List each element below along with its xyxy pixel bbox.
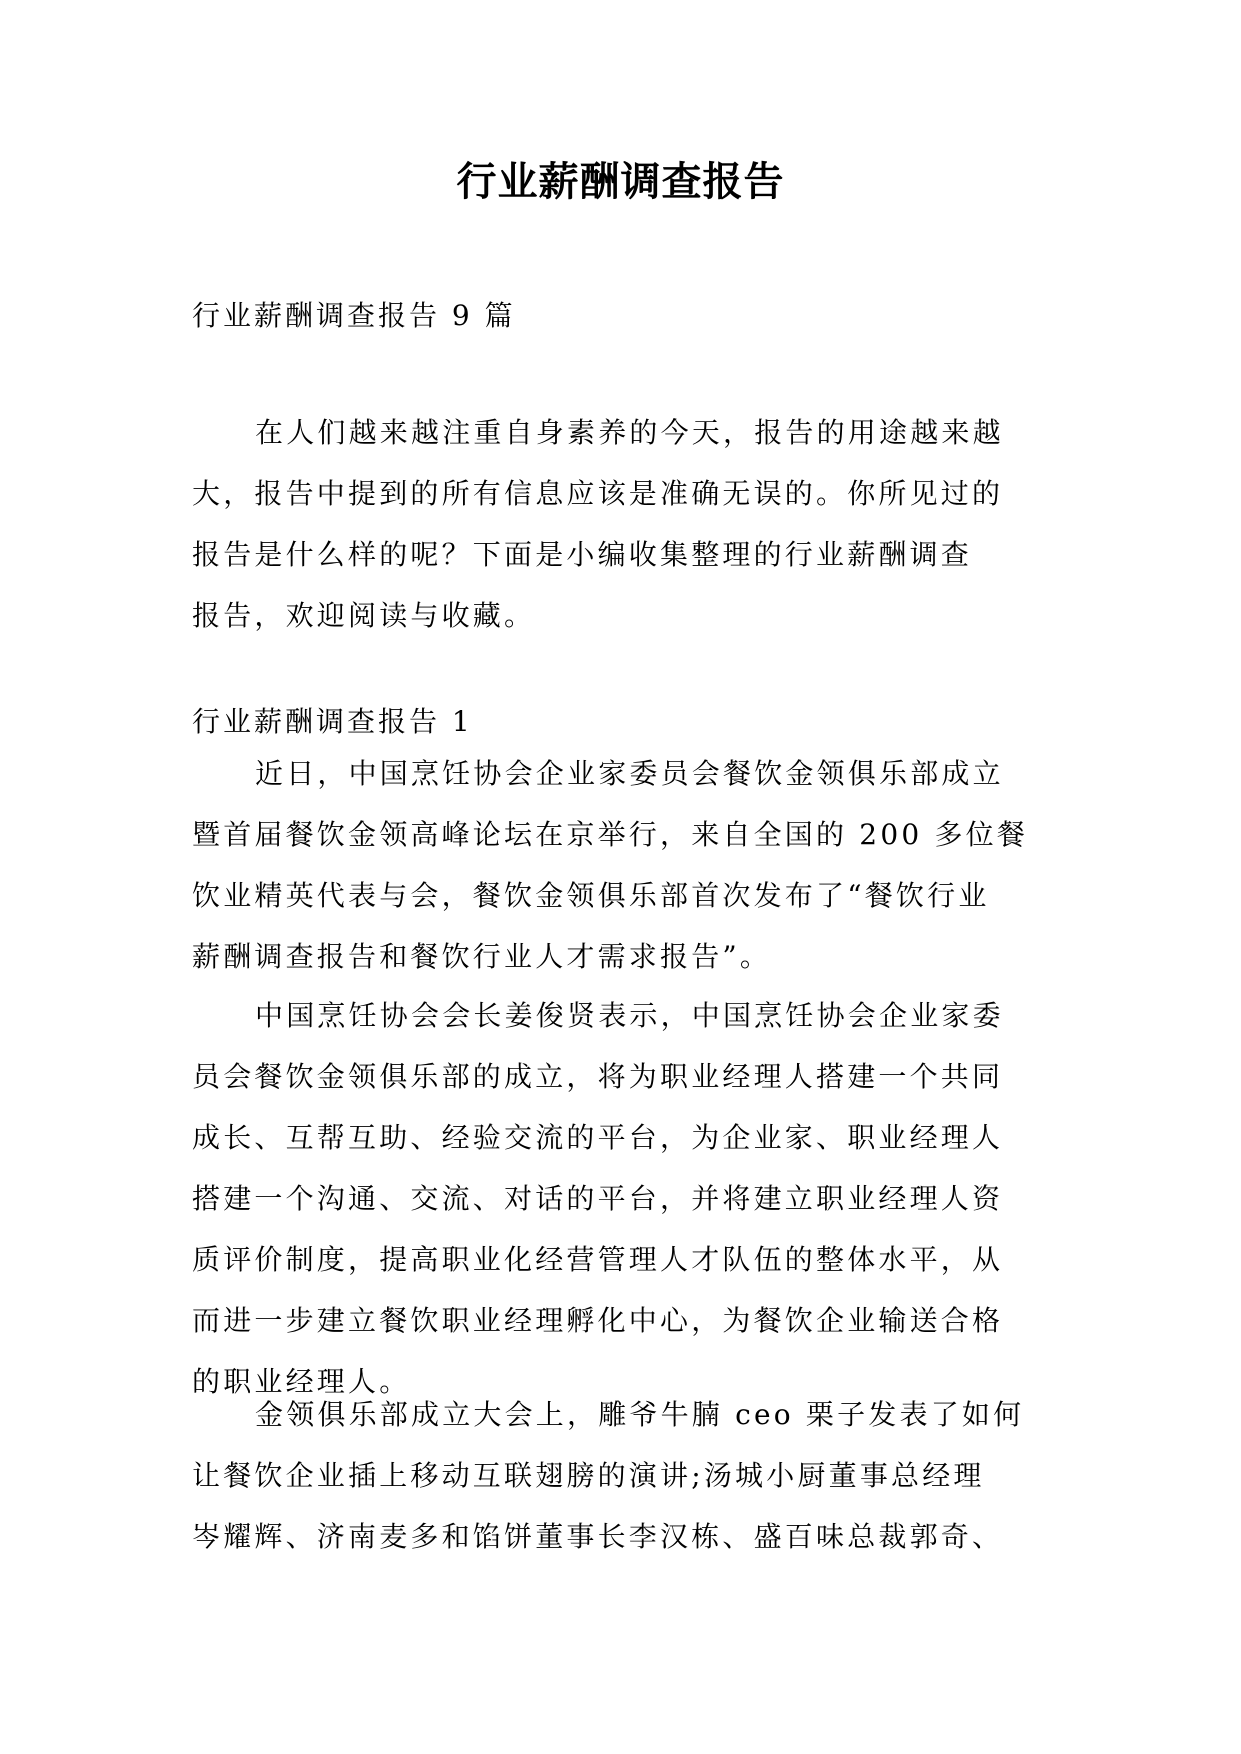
intro-paragraph — [192, 402, 1054, 646]
intro-line: 报告，欢迎阅读与收藏。 — [192, 599, 536, 632]
body-paragraph-2 — [192, 985, 1054, 1412]
paragraph-line: 而进一步建立餐饮职业经理孵化中心，为餐饮企业输送合格 — [192, 1304, 1004, 1337]
paragraph-line: 让餐饮企业插上移动互联翅膀的演讲;汤城小厨董事总经理 — [192, 1459, 985, 1492]
body-paragraph-3 — [192, 1384, 1054, 1567]
paragraph-line: 的职业经理人。 — [192, 1365, 411, 1398]
document-subtitle: 行业薪酬调查报告 9 篇 — [192, 299, 516, 332]
paragraph-line: 金领俱乐部成立大会上，雕爷牛腩 ceo 栗子发表了如何 — [255, 1398, 1025, 1431]
paragraph-line: 成长、互帮互助、经验交流的平台，为企业家、职业经理人 — [192, 1121, 1004, 1154]
intro-line: 大，报告中提到的所有信息应该是准确无误的。你所见过的 — [192, 477, 1004, 510]
paragraph-line: 近日，中国烹饪协会企业家委员会餐饮金领俱乐部成立 — [255, 757, 1004, 790]
document-title: 行业薪酬调查报告 — [456, 158, 785, 205]
intro-line: 在人们越来越注重自身素养的今天，报告的用途越来越 — [255, 416, 1004, 449]
paragraph-line: 质评价制度，提高职业化经营管理人才队伍的整体水平，从 — [192, 1243, 1004, 1276]
paragraph-line: 暨首届餐饮金领高峰论坛在京举行，来自全国的 200 多位餐 — [192, 818, 1029, 851]
paragraph-line: 饮业精英代表与会，餐饮金领俱乐部首次发布了“餐饮行业 — [192, 879, 990, 912]
paragraph-line: 搭建一个沟通、交流、对话的平台，并将建立职业经理人资 — [192, 1182, 1004, 1215]
paragraph-line: 岑耀辉、济南麦多和馅饼董事长李汉栋、盛百味总裁郭奇、 — [192, 1520, 1004, 1553]
body-paragraph-1 — [192, 743, 1054, 987]
intro-line: 报告是什么样的呢？下面是小编收集整理的行业薪酬调查 — [192, 538, 973, 571]
paragraph-line: 薪酬调查报告和餐饮行业人才需求报告”。 — [192, 940, 772, 973]
paragraph-line: 中国烹饪协会会长姜俊贤表示，中国烹饪协会企业家委 — [255, 999, 1004, 1032]
paragraph-line: 员会餐饮金领俱乐部的成立，将为职业经理人搭建一个共同 — [192, 1060, 1004, 1093]
section-heading: 行业薪酬调查报告 1 — [192, 705, 473, 738]
